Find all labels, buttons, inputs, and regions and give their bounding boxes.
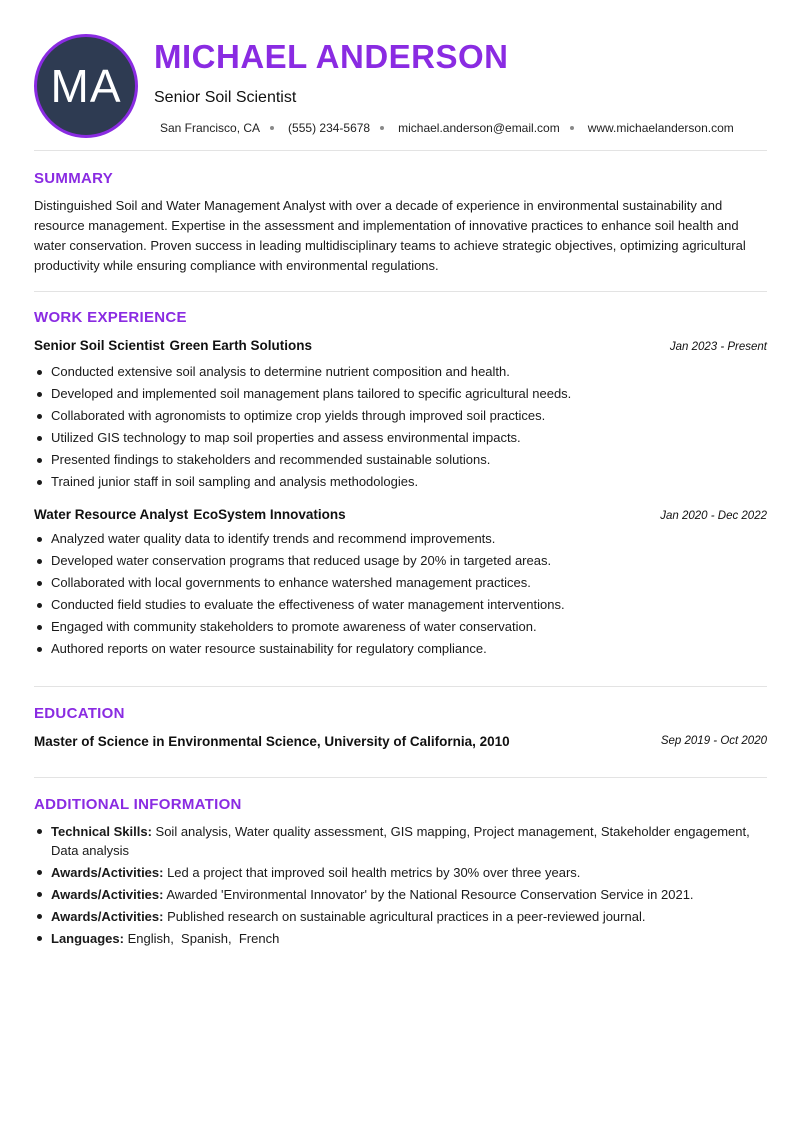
contact-location: San Francisco, CA [160,121,261,135]
list-item: Developed and implemented soil management plans tailored to specific agricultural needs. [34,383,767,405]
item-text: Soil analysis, Water quality assessment, GIS mapping, Project management, Stakeholder engagement, Data analysis [51,824,750,858]
job-position: Water Resource Analyst [34,507,189,522]
candidate-name: MICHAEL ANDERSON [154,38,509,75]
contact-website[interactable]: www.michaelanderson.com [587,121,734,135]
list-item [34,863,767,882]
job-bullets-2 [34,528,767,660]
list-item: Engaged with community stakeholders to promote awareness of water conservation. [34,616,767,638]
list-item [34,929,767,948]
job-title-1 [34,338,312,353]
contact-email[interactable]: michael.anderson@email.com [398,121,560,135]
job-company: Green Earth Solutions [169,338,313,353]
section-divider [34,291,767,292]
education-dates: Sep 2019 - Oct 2020 [660,735,767,747]
candidate-role: Senior Soil Scientist [154,89,297,106]
avatar-initials: MA [50,60,122,112]
education-degree: Master of Science in Environmental Science, University of California, 2010 [34,734,510,749]
additional-heading: ADDITIONAL INFORMATION [34,796,242,813]
section-divider [34,686,767,687]
section-divider [34,777,767,778]
job-title-2 [34,507,346,522]
education-heading: EDUCATION [34,705,125,722]
item-label: Awards/Activities: [51,909,164,924]
contact-info [160,121,734,135]
list-item: Collaborated with agronomists to optimize crop yields through improved soil practices. [34,405,767,427]
job-position: Senior Soil Scientist [34,338,165,353]
list-item: Conducted extensive soil analysis to determine nutrient composition and health. [34,361,767,383]
job-bullets-1 [34,361,767,493]
summary-heading: SUMMARY [34,170,114,187]
separator-dot-icon [570,126,574,130]
list-item: Utilized GIS technology to map soil properties and assess environmental impacts. [34,427,767,449]
section-divider [34,150,767,151]
item-text: Led a project that improved soil health metrics by 30% over three years. [163,865,581,880]
list-item: Authored reports on water resource sustainability for regulatory compliance. [34,638,767,660]
list-item: Trained junior staff in soil sampling and analysis methodologies. [34,471,767,493]
job-company: EcoSystem Innovations [193,507,346,522]
item-label: Awards/Activities: [51,887,164,902]
separator-dot-icon [270,126,274,130]
item-label: Technical Skills: [51,824,152,839]
list-item [34,885,767,904]
list-item: Presented findings to stakeholders and recommended sustainable solutions. [34,449,767,471]
separator-dot-icon [380,126,384,130]
job-dates-1: Jan 2023 - Present [669,341,767,353]
experience-heading: WORK EXPERIENCE [34,309,187,326]
summary-text: Distinguished Soil and Water Management Analyst with over a decade of experience in environmental sustainability and resource management. Expertise in the assessment and implementation of innovative practices to enhance soil health and water conservation. Proven success in leading multidisciplinary teams to achieve strategic objectives, optimizing agricultural productivity while ensuring compliance with environmental regulations. [34,198,746,273]
list-item: Analyzed water quality data to identify trends and recommend improvements. [34,528,767,550]
avatar [34,34,138,138]
contact-phone: (555) 234-5678 [288,121,371,135]
list-item [34,907,767,926]
item-text: English, Spanish, French [123,931,280,946]
list-item: Collaborated with local governments to enhance watershed management practices. [34,572,767,594]
item-text: Published research on sustainable agricultural practices in a peer-reviewed journal. [163,909,646,924]
list-item [34,822,767,860]
job-dates-2: Jan 2020 - Dec 2022 [660,510,767,522]
resume-header [34,34,767,138]
item-label: Awards/Activities: [51,865,164,880]
list-item: Conducted field studies to evaluate the effectiveness of water management interventions. [34,594,767,616]
item-text: Awarded 'Environmental Innovator' by the National Resource Conservation Service in 2021. [163,887,694,902]
item-label: Languages: [51,931,124,946]
additional-list [34,822,767,951]
list-item: Developed water conservation programs that reduced usage by 20% in targeted areas. [34,550,767,572]
